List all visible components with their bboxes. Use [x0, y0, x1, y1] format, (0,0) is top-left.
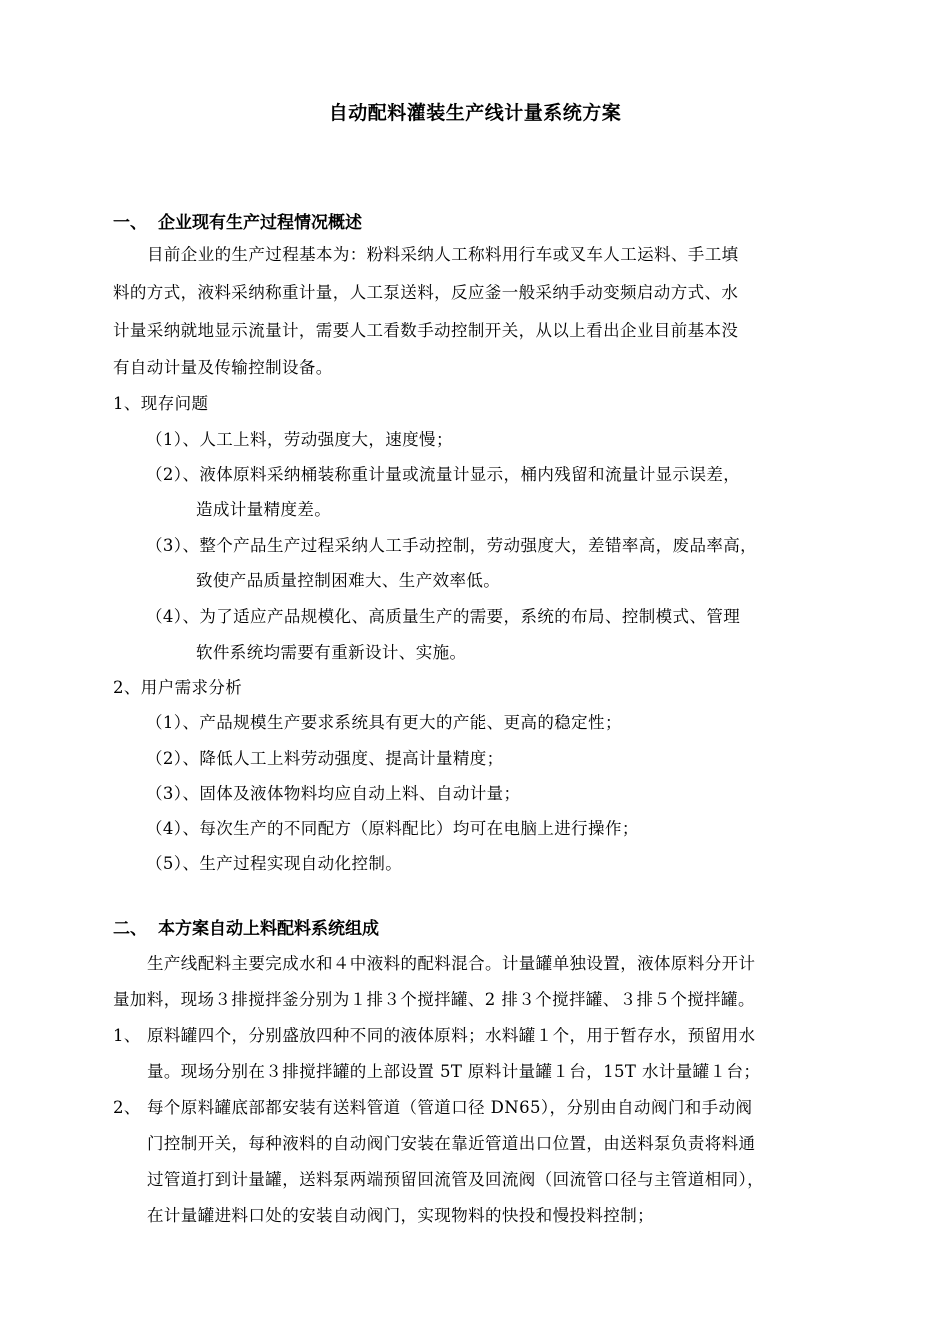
section-2-heading	[113, 914, 379, 939]
problem-item-continuation: 软件系统均需要有重新设计、实施。	[196, 643, 467, 662]
requirement-item: （2）、降低人工上料劳动强度、提高计量精度；	[146, 749, 504, 768]
numbered-item-continuation: 在计量罐进料口处的安装自动阀门，实现物料的快投和慢投料控制；	[147, 1206, 654, 1225]
section-2-paragraph-line: 生产线配料主要完成水和４中液料的配料混合。计量罐单独设置，液体原料分开计	[147, 954, 756, 973]
section-1-paragraph-line: 料的方式，液料采纳称重计量，人工泵送料，反应釜一般采纳手动变频启动方式、水	[113, 283, 739, 302]
document-title: 自动配料灌装生产线计量系统方案	[328, 102, 622, 124]
numbered-item	[113, 1094, 752, 1118]
numbered-item-number: 2、	[113, 1098, 141, 1117]
requirement-item: （5）、生产过程实现自动化控制。	[146, 854, 403, 873]
problem-item: （2）、液体原料采纳桶装称重计量或流量计显示，桶内残留和流量计显示误差，	[146, 465, 741, 484]
section-1-heading	[113, 208, 362, 233]
problem-item: （4）、为了适应产品规模化、高质量生产的需要，系统的布局、控制模式、管理	[146, 607, 741, 626]
numbered-item-continuation: 门控制开关，每种液料的自动阀门安装在靠近管道出口位置，由送料泵负责将料通	[147, 1134, 756, 1153]
numbered-item-text: 每个原料罐底部都安装有送料管道（管道口径 DN65），分别由自动阀门和手动阀	[147, 1098, 753, 1117]
section-2-number: 二、	[113, 919, 147, 939]
subsection-1-heading: 1、现存问题	[113, 394, 209, 413]
problem-item-continuation: 造成计量精度差。	[196, 500, 332, 519]
section-1-number: 一、	[113, 213, 147, 233]
numbered-item-continuation: 量。现场分别在３排搅拌罐的上部设置 5T 原料计量罐１台，15T 水计量罐１台；	[147, 1062, 761, 1081]
requirement-item: （3）、固体及液体物料均应自动上料、自动计量；	[146, 784, 521, 803]
numbered-item-number: 1、	[113, 1026, 141, 1045]
problem-item: （1）、人工上料，劳动强度大，速度慢；	[146, 430, 453, 449]
requirement-item: （1）、产品规模生产要求系统具有更大的产能、更高的稳定性；	[146, 713, 622, 732]
numbered-item	[113, 1022, 755, 1046]
requirement-item: （4）、每次生产的不同配方（原料配比）均可在电脑上进行操作；	[146, 819, 639, 838]
problem-item-continuation: 致使产品质量控制困难大、生产效率低。	[196, 571, 501, 590]
section-2-paragraph-line: 量加料，现场３排搅拌釜分别为１排３个搅拌罐、2 排３个搅拌罐、３排５个搅拌罐。	[113, 990, 755, 1009]
problem-item: （3）、整个产品生产过程采纳人工手动控制，劳动强度大，差错率高，废品率高，	[146, 536, 758, 555]
section-1-title: 企业现有生产过程情况概述	[158, 213, 362, 233]
section-1-paragraph-line: 有自动计量及传输控制设备。	[113, 358, 333, 377]
section-1-paragraph-line: 计量采纳就地显示流量计，需要人工看数手动控制开关，从以上看出企业目前基本没	[113, 321, 739, 340]
numbered-item-text: 原料罐四个，分别盛放四种不同的液体原料；水料罐１个，用于暂存水，预留用水	[147, 1026, 756, 1045]
section-1-paragraph-line: 目前企业的生产过程基本为：粉料采纳人工称料用行车或叉车人工运料、手工填	[147, 245, 739, 264]
numbered-item-continuation: 过管道打到计量罐，送料泵两端预留回流管及回流阀（回流管口径与主管道相同），	[147, 1170, 765, 1189]
section-2-title: 本方案自动上料配料系统组成	[158, 919, 379, 939]
subsection-2-heading: 2、用户需求分析	[113, 678, 243, 697]
